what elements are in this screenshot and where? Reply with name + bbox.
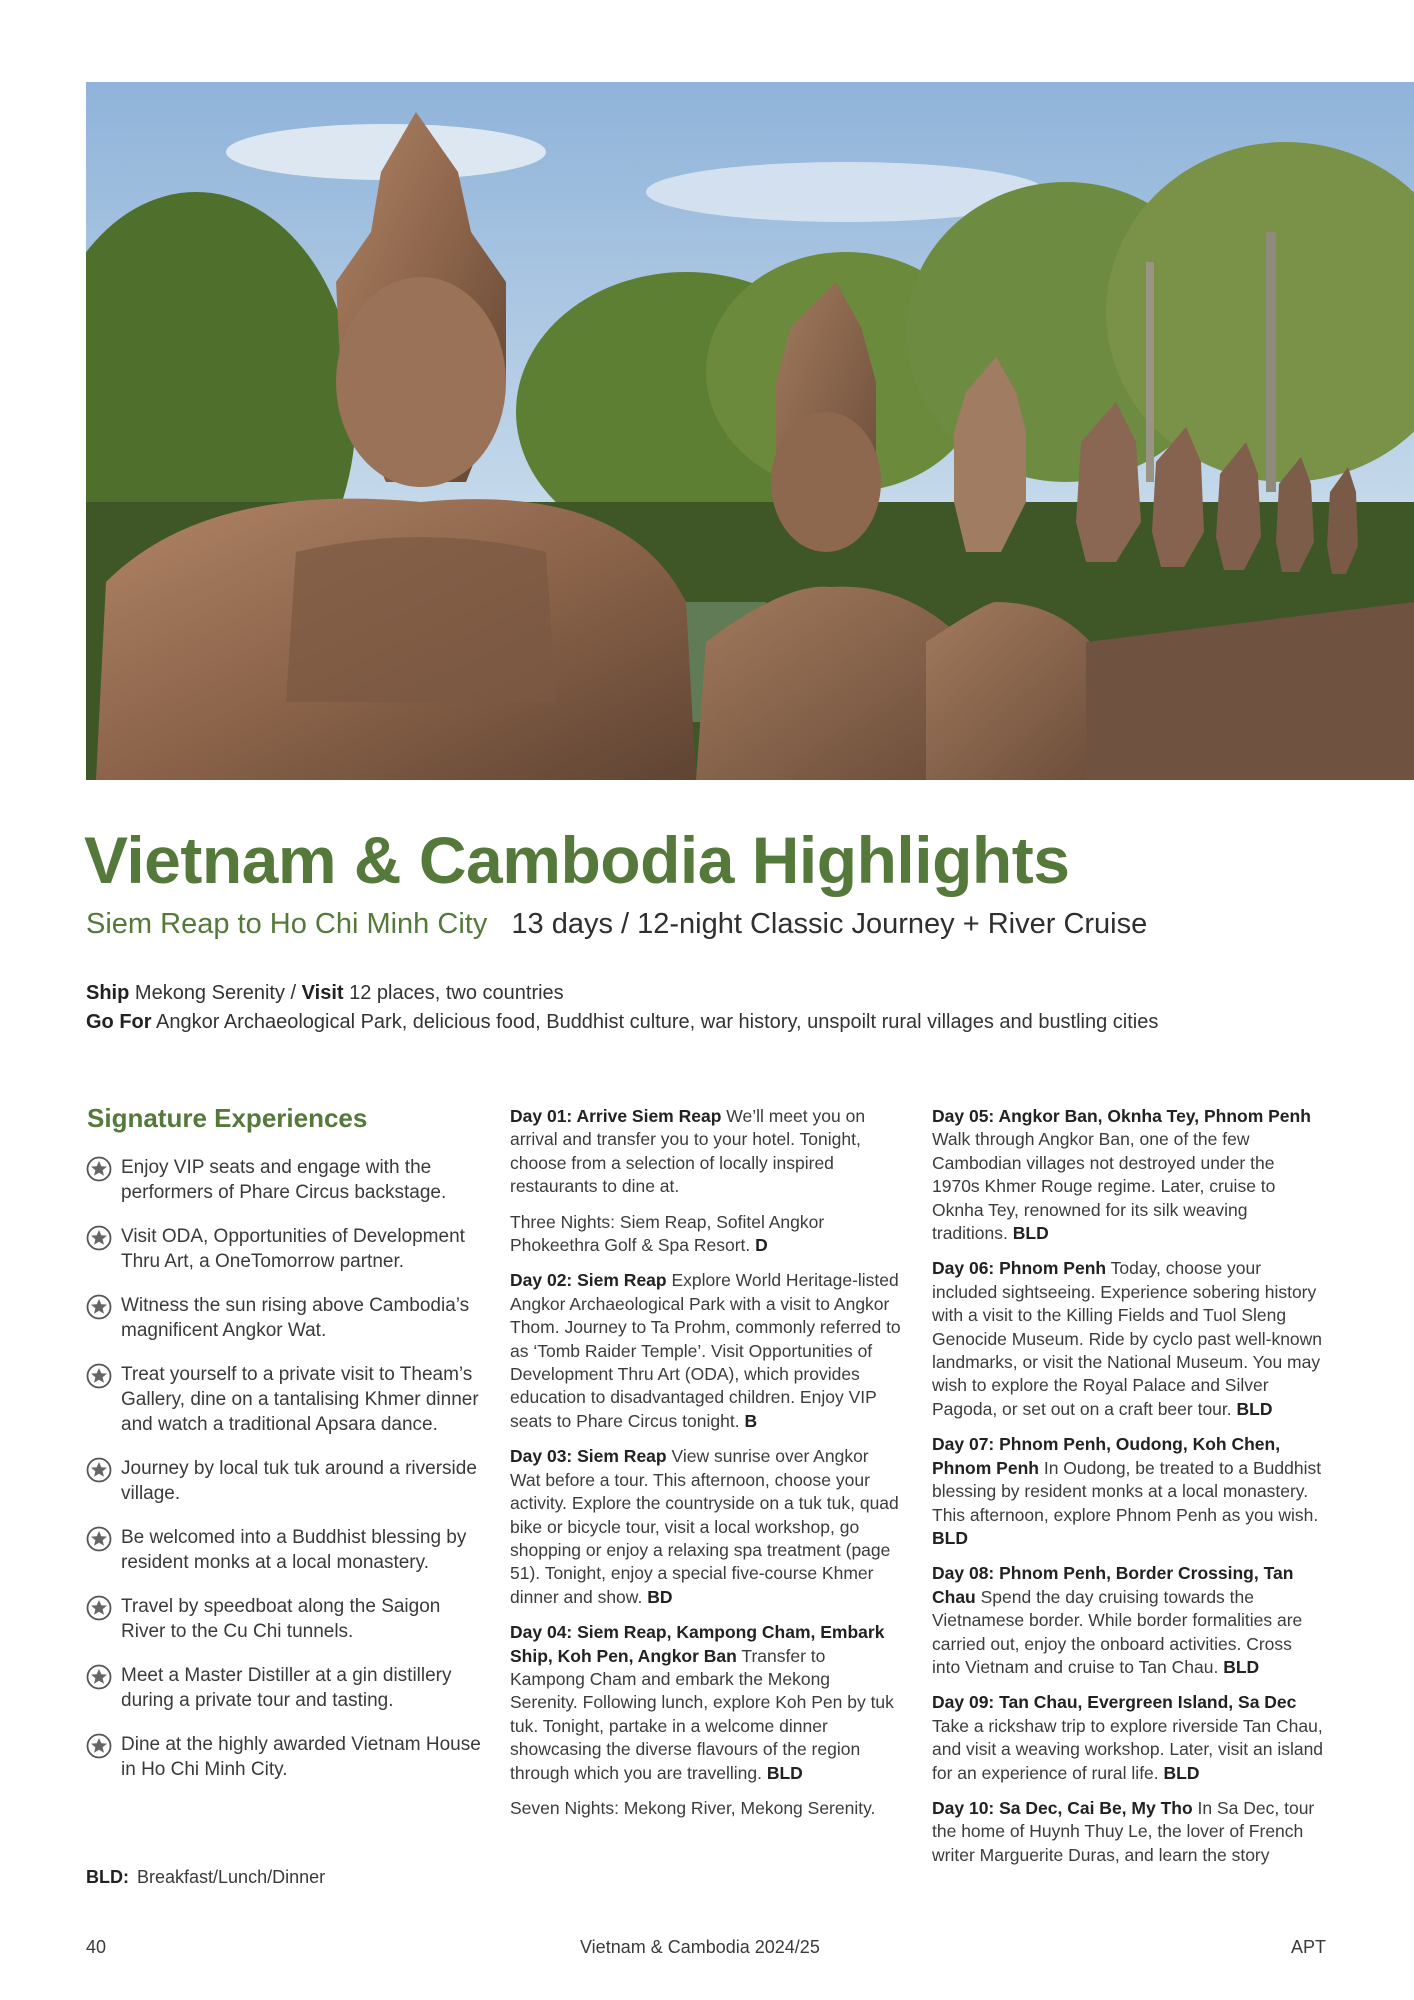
itinerary-day-08 [932, 1562, 1324, 1679]
stay-text: Seven Nights: Mekong River, Mekong Serenity. [510, 1797, 876, 1818]
hero-image [86, 82, 1414, 780]
itinerary-day-04 [510, 1621, 902, 1785]
day-title: Day 04: Siem Reap, Kampong Cham, Embark Ship, Koh Pen, Angkor Ban [510, 1622, 885, 1666]
list-item [86, 1293, 486, 1343]
ship-visit-line [86, 982, 564, 1005]
itinerary-day-02 [510, 1269, 902, 1433]
meals-code: BLD [1012, 1223, 1049, 1244]
itinerary-day-10 [932, 1797, 1324, 1867]
experience-text: Visit ODA, Opportunities of Development Thru Art, a OneTomorrow partner. [121, 1226, 465, 1272]
visit-value: 12 places, two countries [349, 982, 564, 1004]
star-badge-icon [86, 1457, 112, 1483]
go-for-value: Angkor Archaeological Park, delicious food, Buddhist culture, war history, unspoilt rural villages and bustling cities [156, 1011, 1159, 1033]
star-badge-icon [86, 1363, 112, 1389]
day-text: View sunrise over Angkor Wat before a tour. This afternoon, choose your activity. Explore the countryside on a tuk tuk, quad bike or bicycle tour, visit a local workshop, go shopping or enjoy a relaxing spa treatment (page 51). Tonight, enjoy a special five-course Khmer dinner and show. [510, 1446, 899, 1607]
duration-text: 13 days / 12-night Classic Journey + River Cruise [511, 908, 1148, 940]
star-badge-icon [86, 1526, 112, 1552]
star-badge-icon [86, 1595, 112, 1621]
meals-code: BLD [766, 1762, 803, 1783]
list-item [86, 1224, 486, 1274]
itinerary-column-middle [510, 1105, 902, 1832]
experience-text: Treat yourself to a private visit to Theam’s Gallery, dine on a tantalising Khmer dinner and watch a traditional Apsara dance. [121, 1364, 479, 1435]
legend-text: Breakfast/Lunch/Dinner [137, 1867, 326, 1887]
meal-legend [86, 1867, 325, 1888]
day-title: Day 10: Sa Dec, Cai Be, My Tho [932, 1797, 1193, 1818]
stay-text: Three Nights: Siem Reap, Sofitel Angkor Phokeethra Golf & Spa Resort. [510, 1211, 825, 1256]
day-text: Transfer to Kampong Cham and embark the Mekong Serenity. Following lunch, explore Koh Pen by tuk tuk. Tonight, partake in a welcome dinner showcasing the diverse flavours of the region through which you are travelling. [510, 1645, 894, 1783]
day-text: Walk through Angkor Ban, one of the few Cambodian villages not destroyed under the 1970s Khmer Rouge regime. Later, cruise to Oknha Tey, renowned for its silk weaving traditions. [932, 1129, 1276, 1244]
meals-code: D [755, 1235, 768, 1256]
meals-code: B [744, 1410, 758, 1431]
list-item [86, 1456, 486, 1506]
accommodation-note [510, 1797, 902, 1820]
day-title: Day 08: Phnom Penh, Border Crossing, Tan Chau [932, 1563, 1294, 1607]
list-item [86, 1663, 486, 1713]
itinerary-day-07 [932, 1433, 1324, 1550]
experience-text: Dine at the highly awarded Vietnam House in Ho Chi Minh City. [121, 1734, 481, 1780]
star-badge-icon [86, 1225, 112, 1251]
star-badge-icon [86, 1733, 112, 1759]
ship-label: Ship [86, 982, 130, 1004]
day-text: Spend the day cruising towards the Vietnamese border. While border formalities are carried out, enjoy the onboard activities. Cross into Vietnam and cruise to Tan Chau. [932, 1586, 1303, 1677]
experience-text: Meet a Master Distiller at a gin distillery during a private tour and tasting. [121, 1665, 452, 1711]
experience-text: Enjoy VIP seats and engage with the performers of Phare Circus backstage. [121, 1157, 447, 1203]
day-title: Day 03: Siem Reap [510, 1446, 667, 1467]
list-item [86, 1362, 486, 1437]
page-title: Vietnam & Cambodia Highlights [84, 823, 1070, 897]
signature-experiences-heading: Signature Experiences [87, 1103, 368, 1133]
experience-text: Be welcomed into a Buddhist blessing by resident monks at a local monastery. [121, 1527, 467, 1573]
itinerary-day-01 [510, 1105, 902, 1199]
accommodation-note [510, 1211, 902, 1258]
day-title: Day 07: Phnom Penh, Oudong, Koh Chen, Phnom Penh [932, 1434, 1281, 1478]
itinerary-day-06 [932, 1257, 1324, 1421]
brand-name: APT [1291, 1937, 1327, 1957]
day-text: In Sa Dec, tour the home of Huynh Thuy Le, the lover of French writer Marguerite Duras, and learn the story [932, 1797, 1315, 1865]
subtitle [86, 908, 1147, 941]
star-badge-icon [86, 1294, 112, 1320]
list-item [86, 1732, 486, 1782]
itinerary-day-09 [932, 1691, 1324, 1785]
publication-name: Vietnam & Cambodia 2024/25 [580, 1937, 820, 1957]
itinerary-day-03 [510, 1445, 902, 1609]
day-text: Today, choose your included sightseeing. Experience sobering history with a visit to the Killing Fields and Tuol Sleng Genocide Museum. Ride by cyclo past well-known landmarks, or visit the National Museum. You may wish to explore the Royal Palace and Silver Pagoda, or set out on a craft beer tour. [932, 1258, 1323, 1419]
star-badge-icon [86, 1156, 112, 1182]
experience-text: Journey by local tuk tuk around a riverside village. [121, 1458, 477, 1504]
meals-code: BLD [1236, 1398, 1273, 1419]
go-for-line [86, 1011, 1158, 1034]
list-item [86, 1155, 486, 1205]
star-badge-icon [86, 1664, 112, 1690]
day-title: Day 02: Siem Reap [510, 1270, 667, 1291]
visit-label: Visit [301, 982, 344, 1004]
experience-text: Witness the sun rising above Cambodia’s magnificent Angkor Wat. [121, 1295, 470, 1341]
signature-experiences-list [86, 1155, 486, 1801]
day-text: We’ll meet you on arrival and transfer you to your hotel. Tonight, choose from a selection of locally inspired restaurants to dine at. [510, 1106, 866, 1197]
day-text: In Oudong, be treated to a Buddhist blessing by resident monks at a local monastery. This afternoon, explore Phnom Penh as you wish. [932, 1457, 1322, 1525]
day-title: Day 01: Arrive Siem Reap [510, 1106, 722, 1126]
legend-label: BLD: [86, 1867, 129, 1887]
angkor-statues-illustration [86, 82, 1414, 780]
day-text: Explore World Heritage-listed Angkor Archaeological Park with a visit to Angkor Thom. Journey to Ta Prohm, commonly referred to as ‘Tomb Raider Temple’. Visit Opportunities of Development Thru Art (ODA), which provides education to disadvantaged children. Enjoy VIP seats to Phare Circus tonight. [510, 1270, 901, 1431]
list-item [86, 1525, 486, 1575]
meals-code: BLD [932, 1527, 968, 1548]
meals-code: BLD [1223, 1656, 1260, 1677]
day-title: Day 09: Tan Chau, Evergreen Island, Sa Dec [932, 1692, 1297, 1713]
ship-value: Mekong Serenity / [134, 982, 297, 1004]
meals-code: BLD [1163, 1762, 1200, 1783]
route-text: Siem Reap to Ho Chi Minh City [86, 908, 488, 940]
itinerary-day-05 [932, 1105, 1324, 1245]
page-number: 40 [86, 1937, 107, 1957]
meals-code: BD [647, 1586, 673, 1607]
itinerary-column-right [932, 1105, 1324, 1879]
go-for-label: Go For [86, 1011, 152, 1033]
day-title: Day 06: Phnom Penh [932, 1258, 1107, 1279]
day-text: Take a rickshaw trip to explore riverside Tan Chau, and visit a weaving workshop. Later, visit an island for an experience of rural life. [932, 1715, 1324, 1783]
list-item [86, 1594, 486, 1644]
experience-text: Travel by speedboat along the Saigon River to the Cu Chi tunnels. [121, 1596, 441, 1642]
day-title: Day 05: Angkor Ban, Oknha Tey, Phnom Penh [932, 1106, 1311, 1126]
